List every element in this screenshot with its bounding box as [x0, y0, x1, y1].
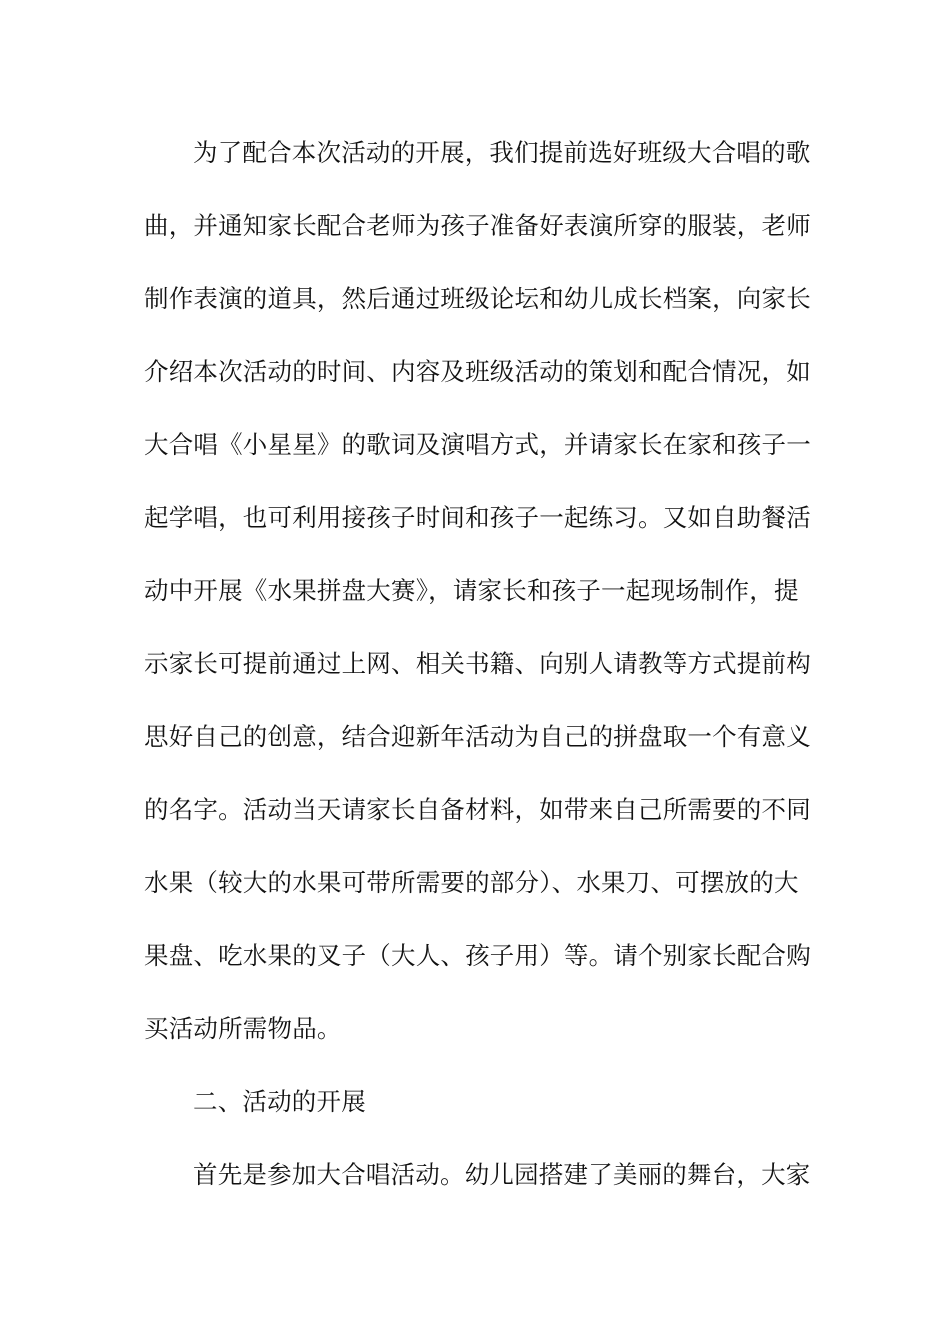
paragraph-line: 果盘、吃水果的叉子（大人、孩子用）等。请个别家长配合购 — [144, 941, 811, 970]
paragraph-line: 的名字。活动当天请家长自备材料，如带来自己所需要的不同 — [144, 795, 811, 824]
paragraph-line: 制作表演的道具，然后通过班级论坛和幼儿成长档案，向家长 — [144, 284, 811, 313]
paragraph-line: 买活动所需物品。 — [144, 1014, 342, 1043]
paragraph-line: 大合唱《小星星》的歌词及演唱方式，并请家长在家和孩子一 — [144, 430, 811, 459]
paragraph-line: 首先是参加大合唱活动。幼儿园搭建了美丽的舞台，大家 — [193, 1160, 811, 1189]
paragraph-line: 示家长可提前通过上网、相关书籍、向别人请教等方式提前构 — [144, 649, 811, 678]
paragraph-line: 为了配合本次活动的开展，我们提前选好班级大合唱的歌 — [193, 138, 811, 167]
paragraph-line: 曲，并通知家长配合老师为孩子准备好表演所穿的服装，老师 — [144, 211, 811, 240]
paragraph-line: 起学唱，也可利用接孩子时间和孩子一起练习。又如自助餐活 — [144, 503, 811, 532]
paragraph-line: 水果（较大的水果可带所需要的部分）、水果刀、可摆放的大 — [144, 868, 799, 897]
section-heading: 二、活动的开展 — [193, 1087, 366, 1116]
paragraph-line: 思好自己的创意，结合迎新年活动为自己的拼盘取一个有意义 — [144, 722, 811, 751]
paragraph-line: 介绍本次活动的时间、内容及班级活动的策划和配合情况，如 — [144, 357, 811, 386]
paragraph-line: 动中开展《水果拼盘大赛》，请家长和孩子一起现场制作，提 — [144, 576, 799, 605]
